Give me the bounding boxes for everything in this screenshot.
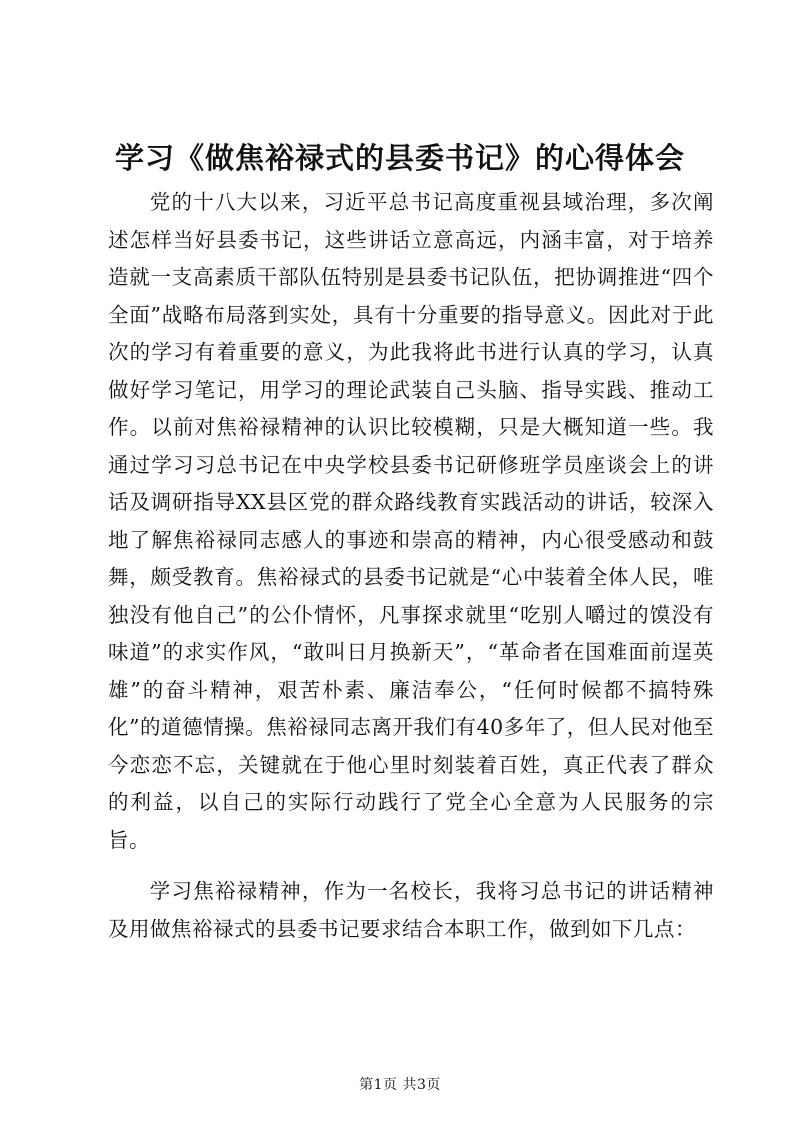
paragraph-text: 学习焦裕禄精神，作为一名校长，我将习总书记的讲话精神及用做焦裕禄式的县委书记要求结合本职工作，做到如下几点： — [108, 879, 714, 941]
document-body — [108, 184, 714, 948]
body-paragraph-1 — [108, 184, 714, 859]
body-paragraph-2 — [108, 873, 714, 948]
paragraph-text: 党的十八大以来，习近平总书记高度重视县域治理，多次阐述怎样当好县委书记，这些讲话立意高远，内涵丰富，对于培养造就一支高素质干部队伍特别是县委书记队伍，把协调推进“四个全面”战略布局落到实处，具有十分重要的指导意义。因此对于此次的学习有着重要的意义，为此我将此书进行认真的学习，认真做好学习笔记，用学习的理论武装自己头脑、指导实践、推动工作。以前对焦裕禄精神的认识比较模糊，只是大概知道一些。我通过学习习总书记在中央学校县委书记研修班学员座谈会上的讲话及调研指导XX县区党的群众路线教育实践活动的讲话，较深入地了解焦裕禄同志感人的事迹和崇高的精神，内心很受感动和鼓舞，颇受教育。焦裕禄式的县委书记就是“心中装着全体人民，唯独没有他自己”的公仆情怀，凡事探求就里“吃别人嚼过的馍没有味道”的求实作风，“敢叫日月换新天”，“革命者在国难面前逞英雄”的奋斗精神，艰苦朴素、廉洁奉公，“任何时候都不搞特殊化”的道德情操。焦裕禄同志离开我们有40多年了，但人民对他至今恋恋不忘，关键就在于他心里时刻装着百姓，真正代表了群众的利益，以自己的实际行动践行了党全心全意为人民服务的宗旨。 — [108, 190, 714, 852]
document-title: 学习《做焦裕禄式的县委书记》的心得体会 — [114, 141, 685, 175]
page-number-footer: 第1页 共3页 — [359, 1077, 441, 1093]
